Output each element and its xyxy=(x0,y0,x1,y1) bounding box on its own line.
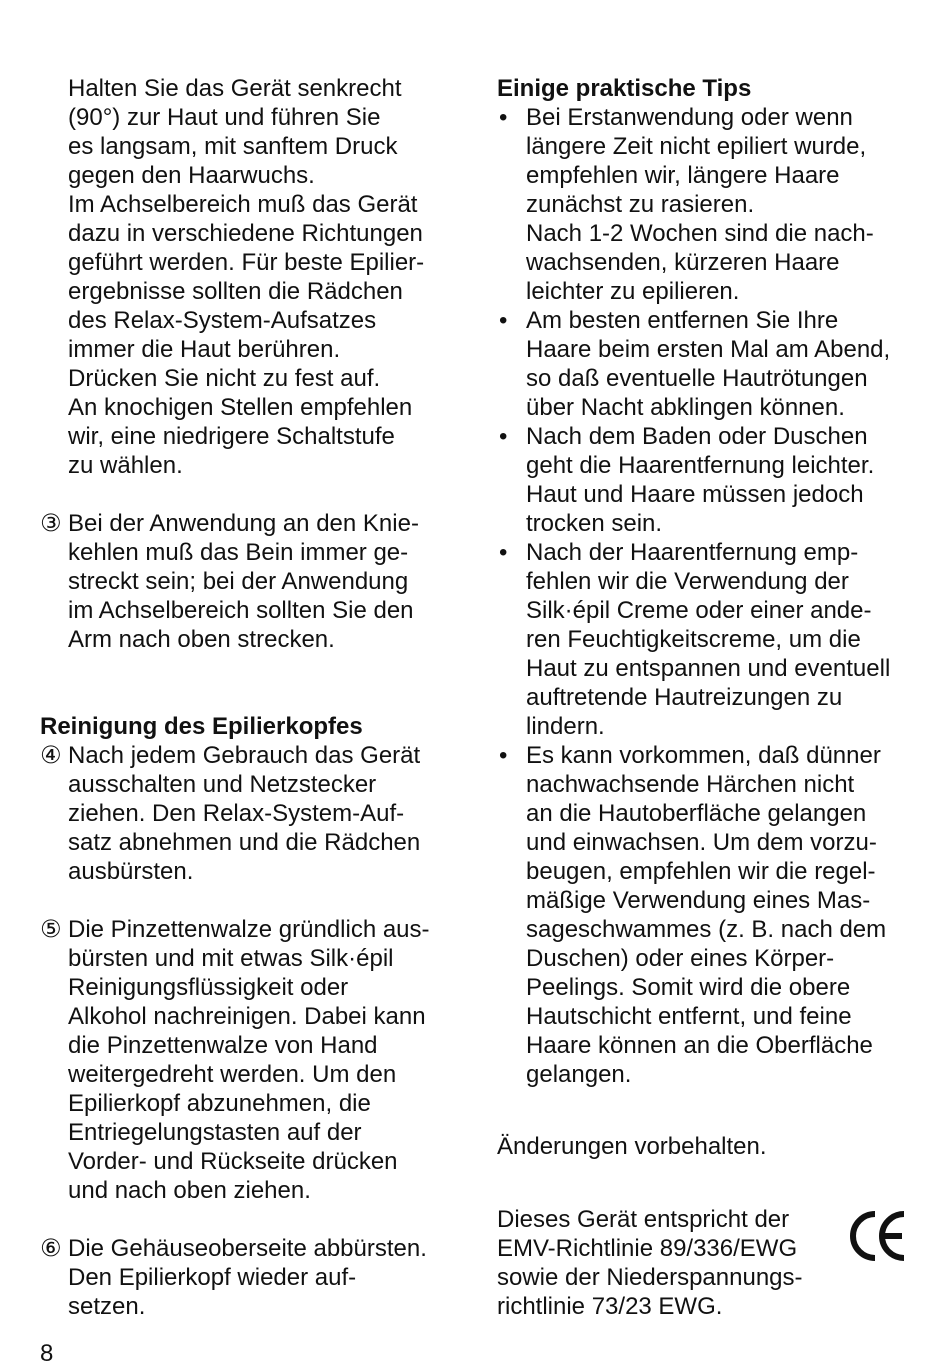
text-line: Haut zu entspannen und eventuell xyxy=(526,655,891,682)
page-number: 8 xyxy=(40,1340,54,1367)
step-5-marker: ⑤ xyxy=(40,916,62,943)
text-line: weitergedreht werden. Um den xyxy=(68,1061,397,1088)
text-line: leichter zu epilieren. xyxy=(526,278,740,305)
text-line: Die Pinzettenwalze gründlich aus- xyxy=(68,916,430,943)
text-line: Peelings. Somit wird die obere xyxy=(526,974,851,1001)
text-line: sowie der Niederspannungs- xyxy=(497,1264,803,1291)
text-line: ziehen. Den Relax-System-Auf- xyxy=(68,800,405,827)
text-line: Bei Erstanwendung oder wenn xyxy=(526,104,853,131)
text-line: kehlen muß das Bein immer ge- xyxy=(68,539,409,566)
text-line: An knochigen Stellen empfehlen xyxy=(68,394,413,421)
text-line: Vorder- und Rückseite drücken xyxy=(68,1148,398,1175)
text-line: ausbürsten. xyxy=(68,858,194,885)
text-line: auftretende Hautreizungen zu xyxy=(526,684,843,711)
text-line: im Achselbereich sollten Sie den xyxy=(68,597,414,624)
text-line: EMV-Richtlinie 89/336/EWG xyxy=(497,1235,798,1262)
text-line: lindern. xyxy=(526,713,605,740)
text-line: Duschen) oder eines Körper- xyxy=(526,945,835,972)
text-line: Reinigungsflüssigkeit oder xyxy=(68,974,349,1001)
text-line: setzen. xyxy=(68,1293,146,1320)
text-line: sageschwammes (z. B. nach dem xyxy=(526,916,887,943)
step-4-marker: ④ xyxy=(40,742,62,769)
step-6 xyxy=(40,1234,460,1321)
text-line: zunächst zu rasieren. xyxy=(526,191,755,218)
text-line: gelangen. xyxy=(526,1061,632,1088)
tip-item xyxy=(497,741,917,1089)
text-line: ausschalten und Netzstecker xyxy=(68,771,377,798)
cleaning-heading: Reinigung des Epilierkopfes xyxy=(40,713,363,740)
step-5 xyxy=(40,915,460,1205)
text-line: Den Epilierkopf wieder auf- xyxy=(68,1264,357,1291)
text-line: Haare können an die Oberfläche xyxy=(526,1032,873,1059)
tip-item xyxy=(497,538,917,741)
text-line: satz abnehmen und die Rädchen xyxy=(68,829,421,856)
text-line: fehlen wir die Verwendung der xyxy=(526,568,849,595)
text-line: Nach dem Baden oder Duschen xyxy=(526,423,868,450)
text-line: Nach 1-2 Wochen sind die nach- xyxy=(526,220,874,247)
text-line: (90°) zur Haut und führen Sie xyxy=(68,104,381,131)
text-line: geht die Haarentfernung leichter. xyxy=(526,452,875,479)
tip-item xyxy=(497,422,917,538)
left-column xyxy=(40,74,460,1321)
text-line: Entriegelungstasten auf der xyxy=(68,1119,362,1146)
text-line: Im Achselbereich muß das Gerät xyxy=(68,191,418,218)
text-line: Hautschicht entfernt, und feine xyxy=(526,1003,852,1030)
right-column xyxy=(497,74,917,1321)
text-line: über Nacht abklingen können. xyxy=(526,394,845,421)
ce-mark-icon xyxy=(848,1205,910,1267)
text-line: Bei der Anwendung an den Knie- xyxy=(68,510,419,537)
tips-list xyxy=(497,103,917,1089)
text-line: nachwachsende Härchen nicht xyxy=(526,771,855,798)
text-line: und nach oben ziehen. xyxy=(68,1177,311,1204)
text-line: des Relax-System-Aufsatzes xyxy=(68,307,377,334)
text-line: ergebnisse sollten die Rädchen xyxy=(68,278,403,305)
text-line: Die Gehäuseoberseite abbürsten. xyxy=(68,1235,427,1262)
text-line: so daß eventuelle Hautrötungen xyxy=(526,365,868,392)
bullet-icon: • xyxy=(499,104,508,131)
text-line: Dieses Gerät entspricht der xyxy=(497,1206,790,1233)
text-line: ren Feuchtigkeitscreme, um die xyxy=(526,626,861,653)
tip-item xyxy=(497,103,917,306)
text-line: Halten Sie das Gerät senkrecht xyxy=(68,75,402,102)
text-line: und einwachsen. Um dem vorzu- xyxy=(526,829,877,856)
text-line: richtlinie 73/23 EWG. xyxy=(497,1293,723,1320)
text-line: Es kann vorkommen, daß dünner xyxy=(526,742,881,769)
step-4 xyxy=(40,741,460,886)
text-line: Nach der Haarentfernung emp- xyxy=(526,539,859,566)
text-line: zu wählen. xyxy=(68,452,183,479)
text-line: immer die Haut berühren. xyxy=(68,336,341,363)
bullet-icon: • xyxy=(499,539,508,566)
text-line: Haut und Haare müssen jedoch xyxy=(526,481,864,508)
text-line: geführt werden. Für beste Epilier- xyxy=(68,249,425,276)
text-line: es langsam, mit sanftem Druck xyxy=(68,133,398,160)
text-line: mäßige Verwendung eines Mas- xyxy=(526,887,871,914)
text-line: wachsenden, kürzeren Haare xyxy=(526,249,840,276)
step-3 xyxy=(40,509,460,654)
text-line: Drücken Sie nicht zu fest auf. xyxy=(68,365,381,392)
text-line: trocken sein. xyxy=(526,510,663,537)
text-line: Haare beim ersten Mal am Abend, xyxy=(526,336,891,363)
text-line: gegen den Haarwuchs. xyxy=(68,162,315,189)
text-line: streckt sein; bei der Anwendung xyxy=(68,568,409,595)
text-line: Am besten entfernen Sie Ihre xyxy=(526,307,839,334)
text-line: wir, eine niedrigere Schaltstufe xyxy=(68,423,395,450)
text-line: an die Hautoberfläche gelangen xyxy=(526,800,867,827)
text-line: beugen, empfehlen wir die regel- xyxy=(526,858,876,885)
text-line: Epilierkopf abzunehmen, die xyxy=(68,1090,371,1117)
bullet-icon: • xyxy=(499,423,508,450)
text-line: Änderungen vorbehalten. xyxy=(497,1133,767,1160)
step-6-marker: ⑥ xyxy=(40,1235,62,1262)
text-line: Silk·épil Creme oder einer ande- xyxy=(526,597,872,624)
text-line: längere Zeit nicht epiliert wurde, xyxy=(526,133,867,160)
text-line: empfehlen wir, längere Haare xyxy=(526,162,840,189)
tips-heading: Einige praktische Tips xyxy=(497,75,752,102)
text-line: Arm nach oben strecken. xyxy=(68,626,335,653)
text-line: dazu in verschiedene Richtungen xyxy=(68,220,423,247)
changes-note xyxy=(497,1132,917,1161)
step-3-marker: ③ xyxy=(40,510,62,537)
intro-paragraph xyxy=(40,74,460,480)
text-line: Nach jedem Gebrauch das Gerät xyxy=(68,742,421,769)
text-line: die Pinzettenwalze von Hand xyxy=(68,1032,378,1059)
tip-item xyxy=(497,306,917,422)
bullet-icon: • xyxy=(499,742,508,769)
bullet-icon: • xyxy=(499,307,508,334)
text-line: Alkohol nachreinigen. Dabei kann xyxy=(68,1003,426,1030)
text-line: bürsten und mit etwas Silk·épil xyxy=(68,945,394,972)
